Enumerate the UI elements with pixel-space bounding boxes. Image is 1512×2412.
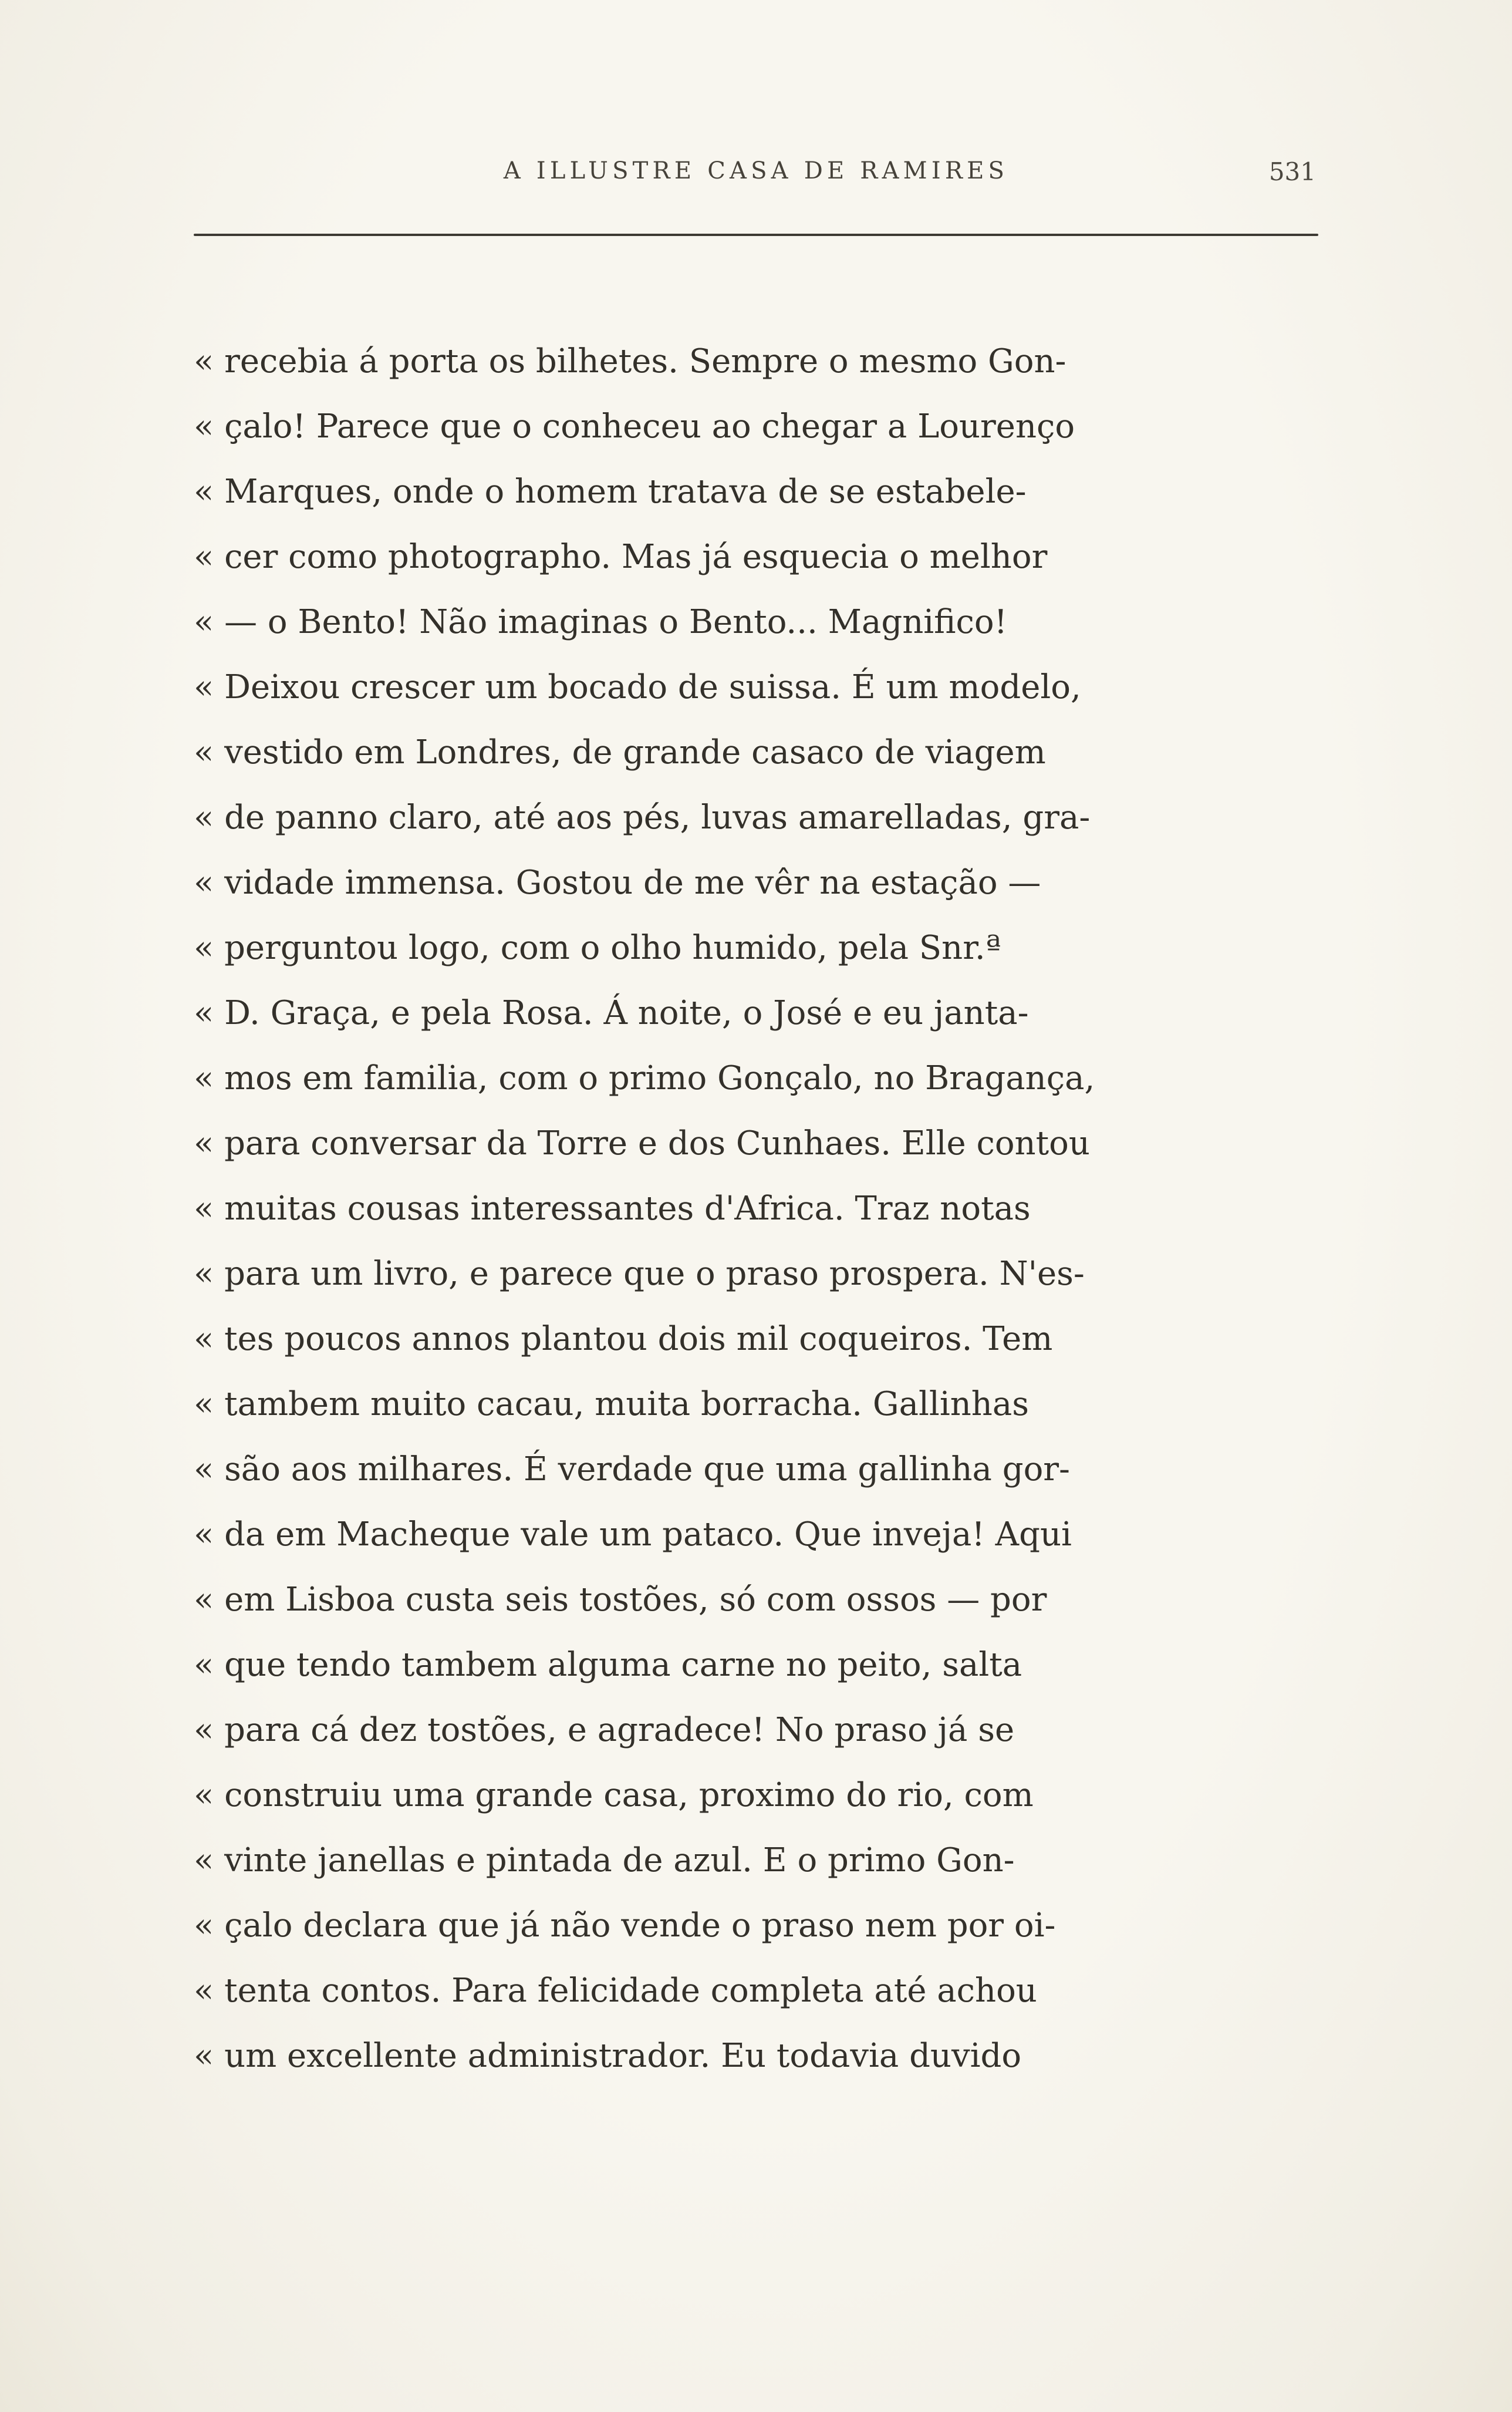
text-line: « cer como photographo. Mas já esquecia o melhor	[194, 538, 1048, 576]
text-line: « da em Macheque vale um pataco. Que inveja! Aqui	[194, 1515, 1072, 1554]
text-line: « vinte janellas e pintada de azul. E o primo Gon-	[194, 1841, 1015, 1879]
text-line: « vidade immensa. Gostou de me vêr na estação —	[194, 864, 1041, 902]
text-line: « mos em familia, com o primo Gonçalo, no Bragança,	[194, 1059, 1095, 1097]
text-line: « um excellente administrador. Eu todavia duvido	[194, 2037, 1022, 2075]
text-line: « muitas cousas interessantes d'Africa. Traz notas	[194, 1190, 1031, 1228]
running-header	[194, 157, 1318, 193]
text-line: « que tendo tambem alguma carne no peito, salta	[194, 1646, 1022, 1684]
text-line: « çalo! Parece que o conheceu ao chegar a Lourenço	[194, 407, 1075, 446]
text-line: « çalo declara que já não vende o praso nem por oi-	[194, 1906, 1056, 1945]
text-line: « Deixou crescer um bocado de suissa. É um modelo,	[194, 668, 1081, 706]
text-line: « para um livro, e parece que o praso prospera. N'es-	[194, 1255, 1085, 1293]
text-line: « são aos milhares. É verdade que uma gallinha gor-	[194, 1450, 1070, 1488]
header-rule	[194, 234, 1318, 236]
text-line: « para cá dez tostões, e agradece! No praso já se	[194, 1711, 1015, 1749]
text-line: « perguntou logo, com o olho humido, pela Snr.ª	[194, 929, 1001, 967]
text-line: « construiu uma grande casa, proximo do rio, com	[194, 1776, 1034, 1814]
text-line: « de panno claro, até aos pés, luvas amarelladas, gra-	[194, 799, 1091, 837]
text-line: « recebia á porta os bilhetes. Sempre o mesmo Gon-	[194, 342, 1066, 380]
page-number: 531	[1268, 157, 1316, 186]
running-header-title: A ILLUSTRE CASA DE RAMIRES	[503, 157, 1009, 184]
text-line: « tes poucos annos plantou dois mil coqueiros. Tem	[194, 1320, 1053, 1358]
text-line: « tenta contos. Para felicidade completa até achou	[194, 1972, 1037, 2010]
text-line: « vestido em Londres, de grande casaco de viagem	[194, 733, 1046, 772]
text-line: « D. Graça, e pela Rosa. Á noite, o José e eu janta-	[194, 994, 1029, 1032]
text-line: « tambem muito cacau, muita borracha. Gallinhas	[194, 1385, 1029, 1423]
text-line: « Marques, onde o homem tratava de se estabele-	[194, 473, 1027, 511]
text-line: « — o Bento! Não imaginas o Bento... Magnifico!	[194, 603, 1008, 641]
text-line: « para conversar da Torre e dos Cunhaes. Elle contou	[194, 1124, 1090, 1163]
text-line: « em Lisboa custa seis tostões, só com ossos — por	[194, 1581, 1047, 1619]
body-text-block	[194, 329, 1318, 2088]
